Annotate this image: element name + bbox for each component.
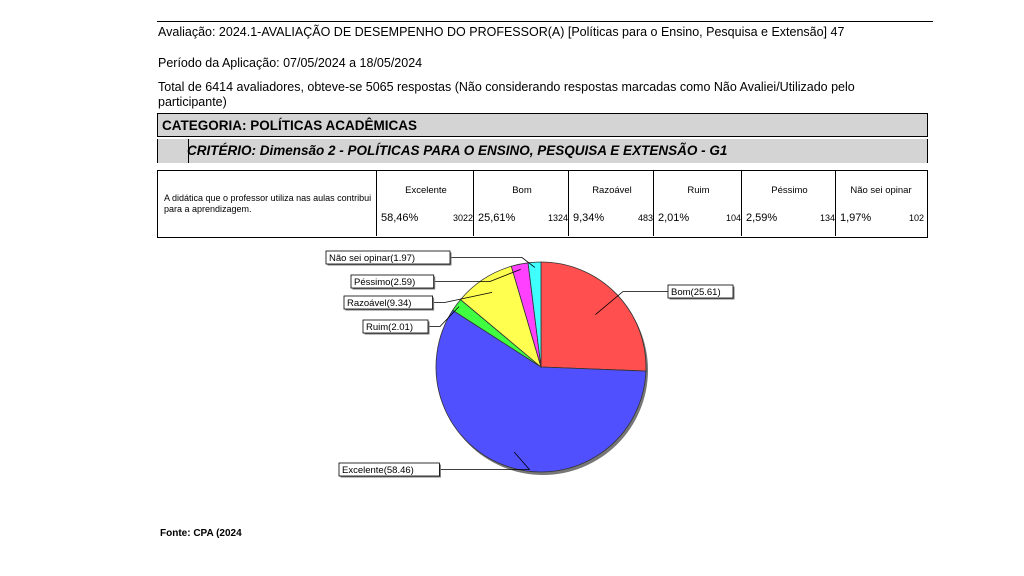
- fonte-note: Fonte: CPA (2024: [160, 528, 242, 539]
- col-label: Razoável: [592, 185, 632, 196]
- col-label: Péssimo: [771, 185, 808, 196]
- col-pct: 2,59%: [746, 212, 778, 224]
- slice-label: Razoável(9.34): [347, 298, 412, 309]
- col-pct: 58,46%: [381, 212, 419, 224]
- total-text: Total de 6414 avaliadores, obteve-se 5065 respostas (Não considerando respostas marcadas como Não Avaliei/Utilizado pelo: [158, 80, 855, 94]
- col-count: 104: [725, 213, 741, 223]
- total-text-cont: participante): [158, 95, 227, 109]
- slice-label: Péssimo(2.59): [354, 277, 416, 288]
- col-label: Excelente: [405, 185, 447, 196]
- slice-label: Ruim(2.01): [366, 322, 413, 333]
- question-text: A didática que o professor utiliza nas aulas contribui para a aprendizagem.: [164, 193, 372, 214]
- periodo-line: Período da Aplicação: 07/05/2024 a 18/05/2024: [158, 56, 423, 70]
- col-label: Ruim: [687, 185, 710, 196]
- col-count: 3022: [452, 213, 473, 223]
- avaliacao-line: Avaliação: 2024.1-AVALIAÇÃO DE DESEMPENHO DO PROFESSOR(A) [Políticas para o Ensino, Pesquisa e Extensão] 47: [158, 25, 845, 39]
- col-label: Não sei opinar: [850, 185, 912, 196]
- col-label: Bom: [512, 185, 532, 196]
- col-pct: 2,01%: [658, 212, 690, 224]
- col-pct: 9,34%: [573, 212, 605, 224]
- pie-slice: [541, 262, 646, 371]
- criterio-title: CRITÉRIO: Dimensão 2 - POLÍTICAS PARA O ENSINO, PESQUISA E EXTENSÃO - G1: [187, 143, 728, 158]
- col-pct: 1,97%: [840, 212, 872, 224]
- col-count: 483: [637, 213, 653, 223]
- col-count: 102: [908, 213, 924, 223]
- col-count: 134: [819, 213, 835, 223]
- col-pct: 25,61%: [478, 212, 516, 224]
- slice-label: Não sei opinar(1.97): [329, 253, 416, 264]
- categoria-bar: CATEGORIA: POLÍTICAS ACADÊMICAS: [157, 113, 928, 137]
- slice-label: Bom(25.61): [671, 287, 721, 298]
- col-count: 1324: [547, 213, 568, 223]
- slice-label: Excelente(58.46): [342, 465, 414, 476]
